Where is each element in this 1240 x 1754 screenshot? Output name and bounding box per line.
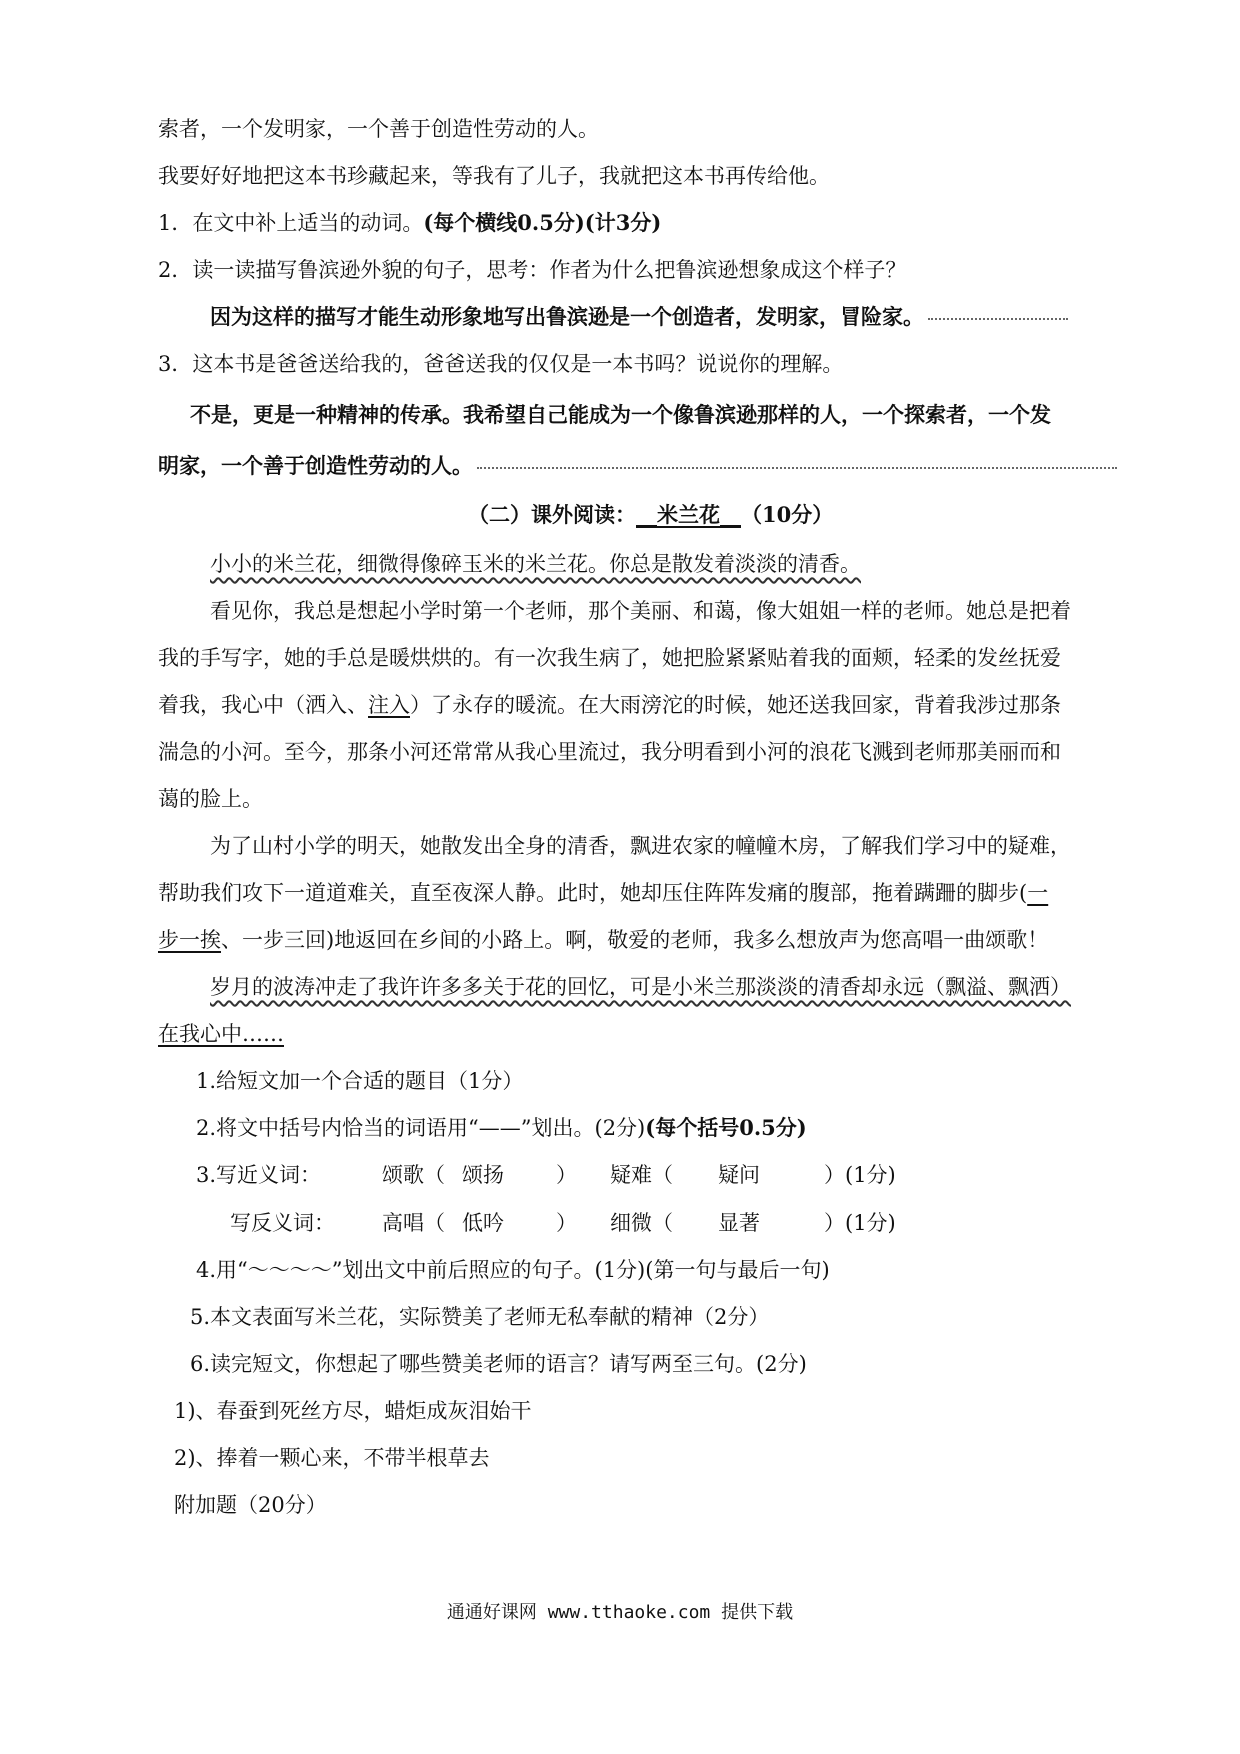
question-1 [158,208,661,238]
passage-p2-line-4: 湍急的小河。至今，那条小河还常常从我心里流过，我分明看到小河的浪花飞溅到老师那美丽而和 [158,740,1061,764]
passage-p3-line-1: 为了山村小学的明天，她散发出全身的清香，飘进农家的幢幢木房，了解我们学习中的疑难， [210,834,1071,858]
question-3-answer-line-2 [158,451,1117,481]
continued-line: 索者，一个发明家，一个善于创造性劳动的人。 [158,117,599,141]
reading-question-2 [196,1113,807,1143]
passage-p3-line-2 [158,878,1048,908]
question-3: 3．这本书是爸爸送给我的，爸爸送我的仅仅是一本书吗？说说你的理解。 [158,352,844,376]
extra-question-heading: 附加题（20分） [174,1493,327,1517]
question-1-text: 1．在文中补上适当的动词。 [158,211,424,235]
answer-dotted-line [928,318,1068,320]
reading-question-1: 1.给短文加一个合适的题目（1分） [196,1069,524,1093]
synonym-word-2: 疑难（ [610,1163,673,1187]
synonym-answer-2: 疑问 [718,1163,760,1187]
echo-sentence-last: 岁月的波涛冲走了我许许多多关于花的回忆，可是小米兰那淡淡的清香却永远（飘溢、飘洒） [210,975,1071,999]
passage-p2-line-5: 蔼的脸上。 [158,787,263,811]
antonym-answer-2: 显著 [718,1211,760,1235]
antonym-word-2: 细微（ [610,1211,673,1235]
p3-line-2-a: 帮助我们攻下一道道难关，直至夜深人静。此时，她却压住阵阵发痛的腹部，拖着蹒跚的脚步( [158,881,1028,905]
reading-question-5: 5.本文表面写米兰花，实际赞美了老师无私奉献的精神（2分） [190,1305,770,1329]
antonym-close-2: ）(1分) [824,1211,896,1235]
passage-p4-line-2 [158,1019,284,1049]
underlined-word-bu-yi-ai: 步一挨 [158,928,221,952]
underlined-word-zhuru: 注入 [368,693,410,717]
p2-line-3-c: ）了永存的暖流。在大雨滂沱的时候，她还送我回家，背着我涉过那条 [410,693,1061,717]
underlined-word-yi: 一 [1027,881,1049,905]
keep-book-line: 我要好好地把这本书珍藏起来，等我有了儿子，我就把这本书再传给他。 [158,164,830,188]
section-2-title: __米兰花__ [636,502,741,527]
p2-line-3-a: 着我，我心中（洒入、 [158,693,368,717]
answer-quote-2: 2)、捧着一颗心来，不带半根草去 [174,1446,490,1470]
synonym-close-2: ）(1分) [824,1163,896,1187]
section-2-heading [468,500,833,530]
reading-question-2-text: 2.将文中括号内恰当的词语用“——”划出。(2分) [196,1116,646,1140]
question-1-score: (每个横线0.5分)(计3分) [423,210,662,235]
antonym-answer-1: 低吟 [462,1211,504,1235]
echo-sentence-first: 小小的米兰花，细微得像碎玉米的米兰花。你总是散发着淡淡的清香。 [210,552,861,576]
passage-p2-line-1: 看见你，我总是想起小学时第一个老师，那个美丽、和蔼，像大姐姐一样的老师。她总是把着 [210,599,1071,623]
question-3-answer-line-1: 不是，更是一种精神的传承。我希望自己能成为一个像鲁滨逊那样的人，一个探索者，一个发 [190,402,1051,427]
page-footer: 通通好课网 www.tthaoke.com 提供下载 [446,1602,794,1623]
passage-p2-line-2: 我的手写字，她的手总是暖烘烘的。有一次我生病了，她把脸紧紧贴着我的面颊，轻柔的发丝抚爱 [158,646,1061,670]
question-2-answer-text: 因为这样的描写才能生动形象地写出鲁滨逊是一个创造者，发明家，冒险家。 [210,304,924,329]
antonym-label: 写反义词： [230,1211,335,1235]
antonym-word-1: 高唱（ [382,1211,445,1235]
reading-question-2-score: (每个括号0.5分) [645,1115,807,1140]
question-2-answer [210,302,1068,332]
synonym-label: 3.写近义词： [196,1163,322,1187]
synonym-close-1: ） [556,1163,577,1187]
passage-paragraph-1 [210,549,861,579]
section-2-score: （10分） [741,502,834,527]
answer-dotted-line [477,467,1117,469]
p3-line-3-b: 、一步三回)地返回在乡间的小路上。啊，敬爱的老师，我多么想放声为您高唱一曲颂歌！ [221,928,1049,952]
synonym-answer-1: 颂扬 [462,1163,504,1187]
synonym-word-1: 颂歌（ [382,1163,445,1187]
answer-quote-1: 1)、春蚕到死丝方尽，蜡炬成灰泪始干 [174,1399,532,1423]
passage-p2-line-3 [158,690,1061,720]
passage-p3-line-3 [158,925,1048,955]
echo-sentence-last-end: 在我心中…… [158,1022,284,1046]
question-3-answer-text: 明家，一个善于创造性劳动的人。 [158,453,473,478]
section-2-prefix: （二）课外阅读： [468,502,636,527]
reading-question-4: 4.用“～～～～”划出文中前后照应的句子。(1分)(第一句与最后一句) [196,1258,830,1282]
question-2: 2．读一读描写鲁滨逊外貌的句子，思考：作者为什么把鲁滨逊想象成这个样子？ [158,258,907,282]
antonym-close-1: ） [556,1211,577,1235]
passage-p4-line-1 [210,972,1071,1002]
reading-question-6: 6.读完短文，你想起了哪些赞美老师的语言？请写两至三句。(2分) [190,1352,807,1376]
